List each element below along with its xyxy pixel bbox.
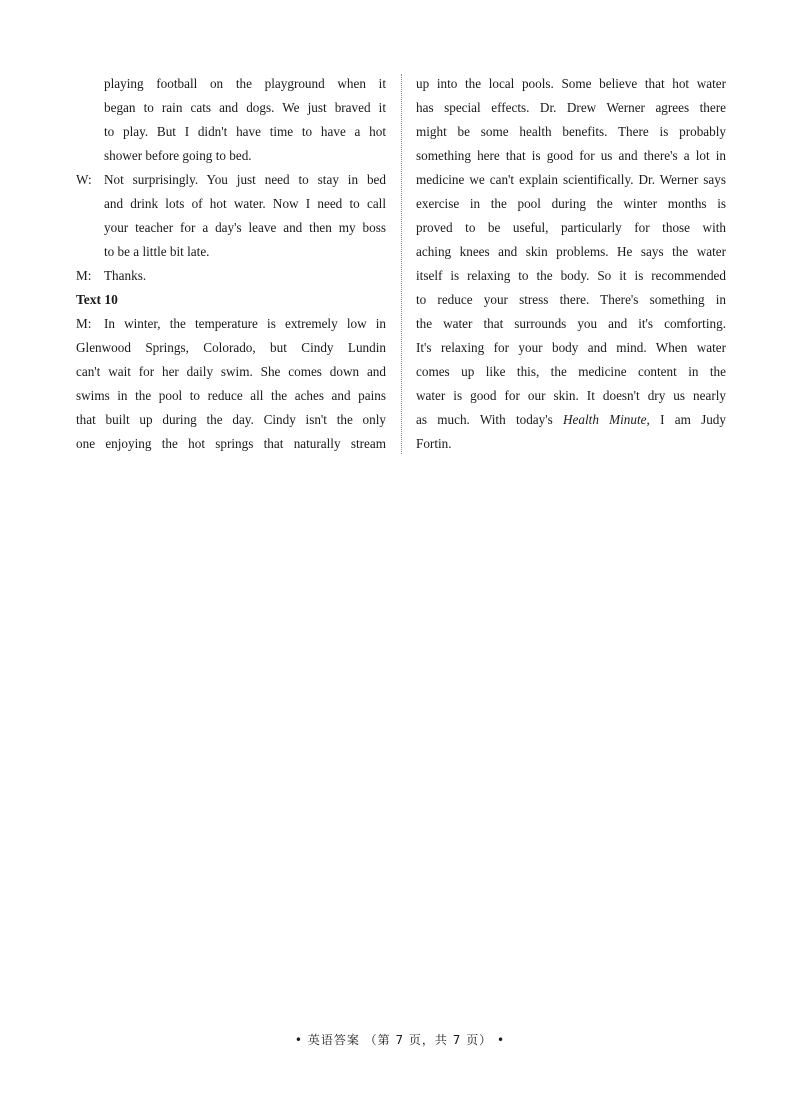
text-line: shower before going to bed. — [104, 148, 252, 163]
text-line: can't wait for her daily swim. She comes down and — [76, 364, 386, 379]
text-line: to reduce your stress there. There's something in — [416, 292, 726, 307]
text-line: aching knees and skin problems. He says the water — [416, 244, 726, 259]
page-footer: • 英语答案 （第 7 页，共 7 页） • — [294, 1033, 506, 1047]
speaker-line — [76, 312, 386, 336]
text-line — [416, 408, 726, 432]
text-line: water is good for our skin. It doesn't dry us nearly — [416, 388, 726, 403]
text-line: playing football on the playground when it — [104, 76, 386, 91]
speaker-tag: W: — [76, 172, 92, 187]
text-line: comes up like this, the medicine content in the — [416, 364, 726, 379]
speaker-tag: M: — [76, 268, 92, 283]
text-line: itself is relaxing to the body. So it is recommended — [416, 268, 726, 283]
text-segment: as much. With today's — [416, 412, 564, 427]
text-line: up into the local pools. Some believe that hot water — [416, 76, 726, 91]
speaker-line — [76, 264, 386, 288]
text-line: something here that is good for us and there's a lot in — [416, 148, 726, 163]
speaker-tag: M: — [76, 316, 92, 331]
text-line: began to rain cats and dogs. We just braved it — [104, 100, 386, 115]
program-title: Health Minute — [563, 412, 647, 427]
right-column — [416, 72, 726, 456]
text-segment: , I am Judy — [646, 412, 726, 427]
text-line: exercise in the pool during the winter months is — [416, 196, 726, 211]
section-heading: Text 10 — [76, 292, 118, 307]
text-line: In winter, the temperature is extremely low in — [104, 316, 386, 331]
left-column — [76, 72, 386, 456]
text-line: Thanks. — [104, 268, 147, 283]
speaker-line — [76, 168, 386, 192]
text-line: medicine we can't explain scientifically. Dr. Werner says — [416, 172, 726, 187]
column-divider — [401, 74, 402, 454]
text-line: proved to be useful, particularly for those with — [416, 220, 726, 235]
text-line: to play. But I didn't have time to have a hot — [104, 124, 386, 139]
text-line: your teacher for a day's leave and then my boss — [104, 220, 386, 235]
text-line: has special effects. Dr. Drew Werner agrees there — [416, 100, 726, 115]
text-line: to be a little bit late. — [104, 244, 210, 259]
text-line: and drink lots of hot water. Now I need to call — [104, 196, 386, 211]
text-line: It's relaxing for your body and mind. When water — [416, 340, 726, 355]
text-line: Not surprisingly. You just need to stay in bed — [104, 172, 386, 187]
text-line: the water that surrounds you and it's comforting. — [416, 316, 726, 331]
text-line: swims in the pool to reduce all the aches and pains — [76, 388, 386, 403]
text-line: that built up during the day. Cindy isn't the only — [76, 412, 386, 427]
text-line: Glenwood Springs, Colorado, but Cindy Lundin — [76, 340, 386, 355]
text-line: Fortin. — [416, 436, 452, 451]
text-line: might be some health benefits. There is probably — [416, 124, 726, 139]
text-line: one enjoying the hot springs that naturally stream — [76, 436, 386, 451]
